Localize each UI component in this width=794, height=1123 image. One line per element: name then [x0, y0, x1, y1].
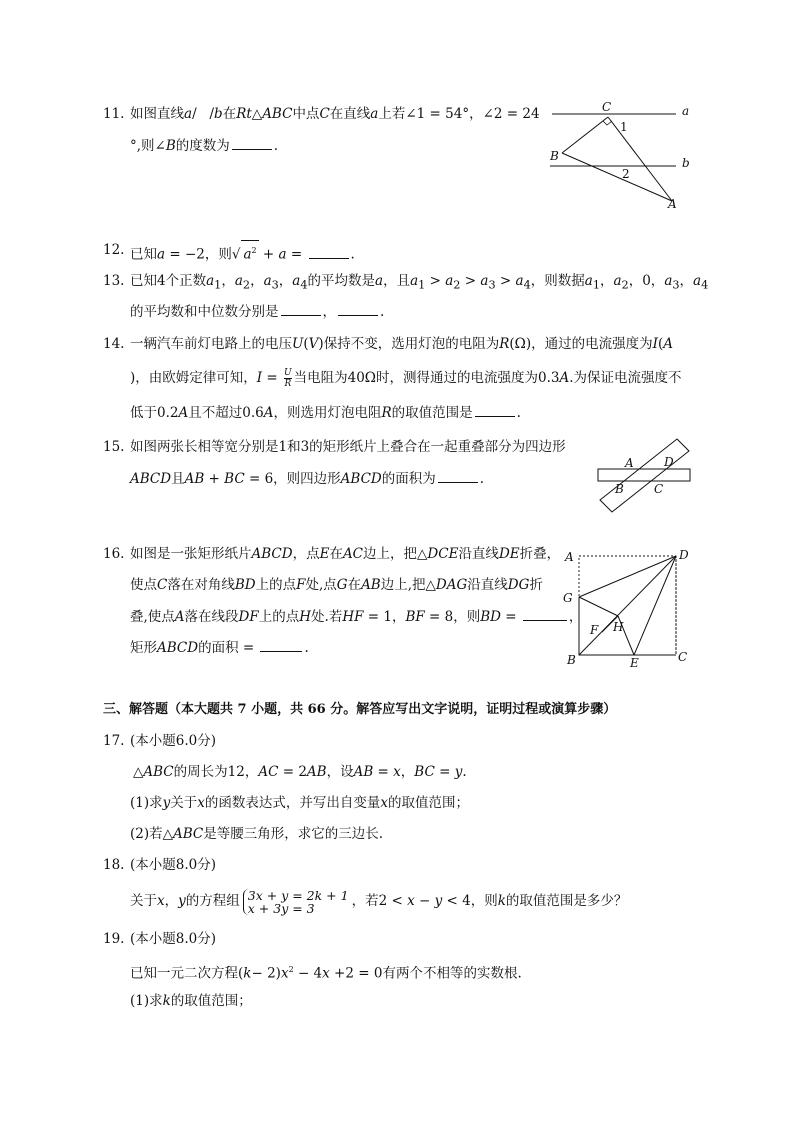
q13-number: 13.: [103, 273, 125, 289]
q18-number: 18.: [103, 857, 125, 873]
q19-part1: (1)求k的取值范围；: [130, 993, 252, 1009]
fig16-label-A: A: [565, 550, 574, 564]
q17-part1: (1)求y关于x的函数表达式，并写出自变量x的取值范围；: [130, 795, 470, 811]
fig15-label-A: A: [625, 456, 634, 470]
q14-line3: 低于0.2A且不超过0.6A，则选用灯泡电阻R的取值范围是 .: [130, 402, 521, 423]
q16-line3: 叠,使点A落在线段DF上的点H处.若HF = 1，BF = 8，则BD = ，: [130, 606, 582, 627]
fig11-label-b: b: [682, 156, 690, 170]
equation-system: 3x + y = 2k + 1 x + 3y = 3: [243, 889, 349, 915]
fig16-label-C: C: [678, 650, 688, 664]
q13-line1: 已知4个正数$a_1$，$a_2$，$a_3$，$a_4$的平均数是a，且$a_1 > a_2 > a_3 > a_4$，则数据$a_1$，$a_2$，0，$a_3$，$a_4$: [130, 273, 709, 292]
answer-blank[interactable]: [438, 468, 478, 483]
fig16-label-G: G: [563, 591, 573, 605]
q14-line2: )，由欧姆定律可知，I = $\frac{U}{R}$ 当电阻为40Ω时，测得通过的电流强度为0.3A.为保证电流强度不: [130, 368, 682, 389]
q14-number: 14.: [103, 336, 125, 352]
q11-line2: °,则∠B的度数为 .: [130, 135, 278, 156]
fig11-label-A: A: [668, 197, 677, 211]
q19-line1: 已知一元二次方程$(k- 2)x^2 - 4x +2 = 0$有两个不相等的实数根.: [130, 965, 522, 982]
q14-line1: 一辆汽车前灯电路上的电压U(V)保持不变，选用灯泡的电阻为R(Ω)，通过的电流强度为I(A: [130, 336, 673, 352]
answer-blank[interactable]: [232, 135, 272, 150]
q18-score: (本小题8.0分): [130, 857, 217, 873]
q16-line1: 如图是一张矩形纸片ABCD，点E在AC边上，把△DCE沿直线DE折叠，: [130, 546, 561, 562]
figure-q11-parallel-lines: [540, 98, 700, 213]
q16-line4: 矩形ABCD的面积 = .: [130, 637, 309, 658]
q15-line2: ABCD且AB + BC = 6，则四边形ABCD的面积为 .: [130, 468, 484, 489]
q17-line1: △ABC的周长为12，AC = 2AB，设AB = x，BC = y.: [133, 764, 467, 780]
q11-line1: 如图直线a/ /b在Rt△ABC中点C在直线a上若∠1 = 54°，∠2 = 24: [130, 106, 540, 122]
q19-score: (本小题8.0分): [130, 931, 217, 947]
q12-line: 已知a = −2，则√ $a^2 + a$ = .: [130, 240, 355, 265]
fig11-label-B: B: [550, 149, 559, 163]
fig16-label-E: E: [630, 656, 639, 670]
fig11-label-a: a: [682, 104, 690, 118]
fig16-label-B: B: [567, 653, 576, 667]
fig16-label-F: F: [590, 623, 599, 637]
fig15-label-B: B: [615, 482, 624, 496]
fig11-label-C: C: [602, 100, 612, 114]
q11-number: 11.: [103, 106, 125, 122]
fig15-label-C: C: [654, 482, 664, 496]
answer-blank[interactable]: [475, 402, 515, 417]
q15-line1: 如图两张长相等宽分别是1和3的矩形纸片上叠合在一起重叠部分为四边形: [130, 439, 566, 455]
figure-q16-folded-rectangle: [560, 543, 694, 671]
q17-part2: (2)若△ABC是等腰三角形，求它的三边长.: [130, 826, 384, 842]
fig11-angle-2: 2: [622, 167, 630, 181]
answer-blank[interactable]: [338, 301, 378, 316]
q19-number: 19.: [103, 931, 125, 947]
q16-line2: 使点C落在对角线BD上的点F处,点G在AB边上,把△DAG沿直线DG折: [130, 577, 543, 593]
fig15-label-D: D: [664, 455, 674, 469]
fig16-label-H: H: [613, 620, 624, 634]
q12-number: 12.: [103, 242, 125, 258]
q16-number: 16.: [103, 546, 125, 562]
answer-blank[interactable]: [260, 637, 302, 652]
q15-number: 15.: [103, 439, 125, 455]
q13-line2: 的平均数和中位数分别是 ， .: [130, 301, 384, 322]
answer-blank[interactable]: [281, 301, 321, 316]
section-3-header: 三、解答题（本大题共 7 小题，共 66 分。解答应写出文字说明，证明过程或演算步骤）: [103, 702, 617, 717]
q18-line: 关于x，y的方程组 3x + y = 2k + 1 x + 3y = 3 ，若2 < x − y < 4，则k的取值范围是多少？: [130, 887, 628, 916]
q17-score: (本小题6.0分): [130, 733, 217, 749]
figure-q15-overlapping-strips: [592, 436, 696, 518]
q17-number: 17.: [103, 733, 125, 749]
fig16-label-D: D: [679, 548, 689, 562]
fig11-angle-1: 1: [620, 120, 628, 134]
answer-blank[interactable]: [309, 244, 349, 259]
